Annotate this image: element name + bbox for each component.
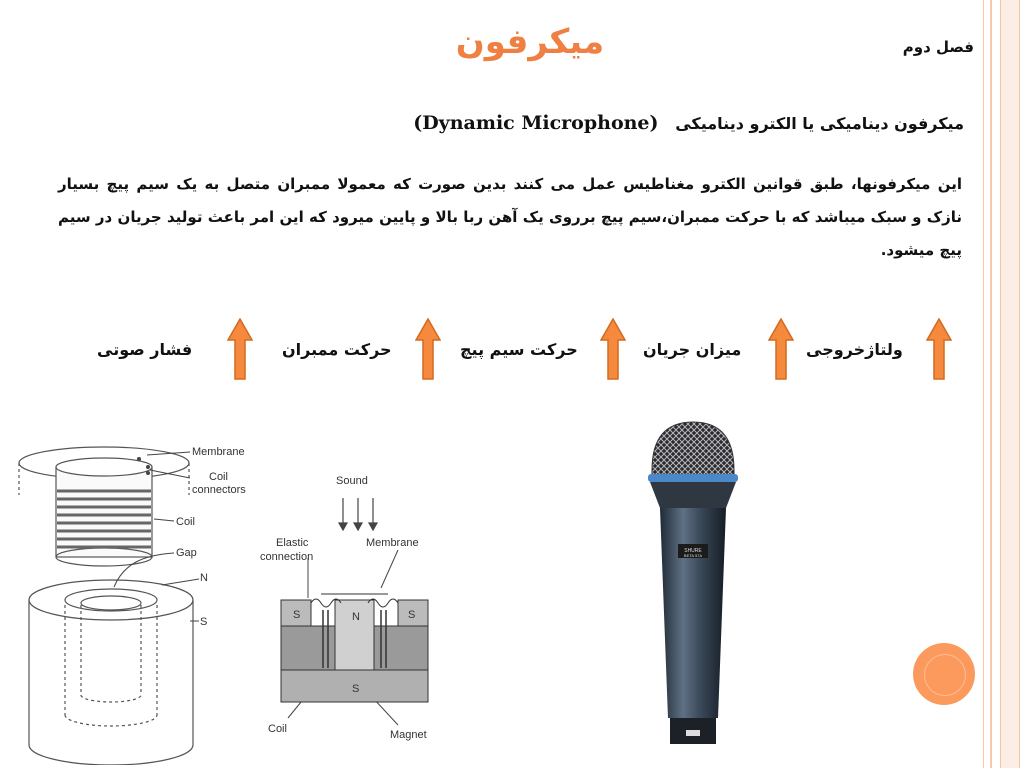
label-n: N [200, 572, 208, 584]
label-magnet: Magnet [390, 729, 427, 741]
label-s-right: S [408, 609, 416, 621]
label-s-bottom: S [352, 683, 360, 695]
exploded-view-diagram [14, 445, 270, 765]
label-n-center: N [352, 611, 360, 623]
label-connection: connection [260, 551, 314, 563]
label-coil-connectors-2: connectors [192, 484, 246, 496]
chain-label-coil-movement: حرکت سیم پیچ [460, 340, 578, 359]
subtitle-english: (Dynamic Microphone) [413, 112, 659, 134]
mic-brand-label: SHURE [684, 548, 702, 554]
label-s: S [200, 616, 208, 628]
label-coil: Coil [268, 723, 287, 735]
label-membrane: Membrane [366, 537, 419, 549]
description-paragraph: این میکرفونها، طبق قوانین الکترو مغناطیس عمل می کنند بدین صورت که معمولا ممبران متصل به یک سیم پیچ بسیار نازک و سبک میباشد که با حرکت ممبران،سیم پیچ برروی یک آهن ربا بالا و پایین میرود که این امر باعث تولید جریان در سیم پیچ میشود. [58, 175, 962, 259]
cross-section-diagram [248, 470, 448, 762]
label-sound: Sound [336, 475, 368, 487]
microphone-image [628, 418, 758, 750]
slide-subtitle [413, 112, 964, 134]
up-arrow-icon [227, 318, 253, 380]
decor-stripe-3 [1000, 0, 1020, 768]
label-membrane: Membrane [192, 446, 245, 458]
decor-stripe-1 [983, 0, 984, 768]
chapter-label: فصل دوم [902, 38, 974, 56]
label-s-left: S [293, 609, 301, 621]
mic-model-label: BETA 57A [683, 553, 703, 558]
subtitle-persian: میکرفون دینامیکی یا الکترو دینامیکی [675, 114, 964, 133]
up-arrow-icon [600, 318, 626, 380]
chain-label-sound-pressure: فشار صوتی [97, 340, 193, 359]
chain-label-membrane-movement: حرکت ممبران [282, 340, 392, 359]
slide-title: میکرفون [455, 22, 605, 62]
up-arrow-icon [768, 318, 794, 380]
chain-label-current: میزان جریان [643, 340, 742, 359]
label-coil-connectors: Coil [209, 471, 228, 483]
chain-label-output-voltage: ولتاژخروجی [806, 340, 903, 359]
decor-circle-ring [924, 654, 966, 696]
label-coil: Coil [176, 516, 195, 528]
up-arrow-icon [926, 318, 952, 380]
label-elastic: Elastic [276, 537, 309, 549]
decor-stripe-2 [990, 0, 992, 768]
label-gap: Gap [176, 547, 197, 559]
up-arrow-icon [415, 318, 441, 380]
